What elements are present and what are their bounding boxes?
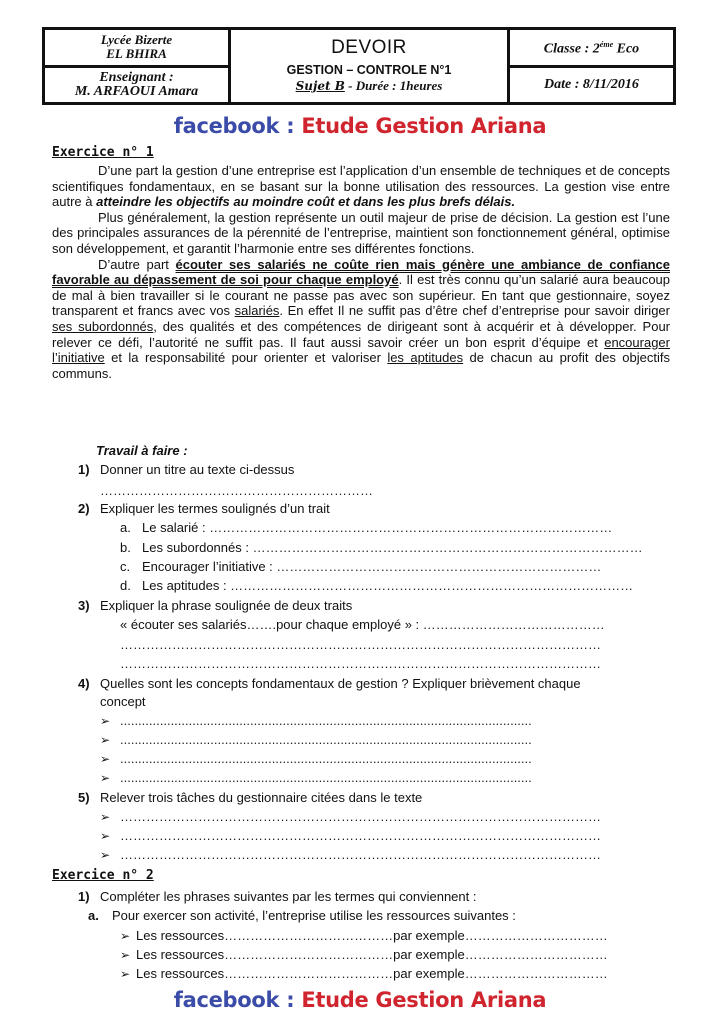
answer-dots[interactable]: ………………………………………………………………………………………………… bbox=[120, 809, 601, 824]
bullet-5c bbox=[100, 847, 601, 863]
question-number: 3) bbox=[78, 598, 90, 613]
row-label: Les ressources bbox=[136, 947, 225, 962]
item-letter: d. bbox=[120, 578, 131, 593]
p3-text-c: . En effet Il ne suffit pas d’être chef d’entreprise pour savoir diriger bbox=[279, 303, 670, 319]
duration: - Durée : 1heures bbox=[344, 78, 443, 93]
question-text: Compléter les phrases suivantes par les termes qui conviennent : bbox=[100, 889, 477, 904]
item-label: Les subordonnés : bbox=[142, 540, 253, 555]
question-3-quote bbox=[120, 617, 605, 633]
question-number: 4) bbox=[78, 676, 90, 691]
question-2 bbox=[78, 501, 330, 517]
p3-underlined-aptitudes: les aptitudes bbox=[387, 350, 464, 366]
question-2d bbox=[120, 578, 633, 594]
banner-name: Etude Gestion Ariana bbox=[301, 114, 547, 138]
answer-dots[interactable]: ………………………………………………………………………………………………… bbox=[120, 847, 601, 862]
resource-row-1 bbox=[120, 928, 608, 944]
answer-dots-resource[interactable]: ………………………………… bbox=[224, 947, 394, 962]
arrow-bullet-icon: ➢ bbox=[100, 714, 111, 728]
facebook-banner-top bbox=[0, 114, 720, 138]
document-subtitle: GESTION – CONTROLE N°1 bbox=[286, 63, 452, 77]
question-3 bbox=[78, 598, 352, 614]
p3-underlined-salaries: salariés bbox=[234, 303, 280, 319]
document-title: DEVOIR bbox=[331, 37, 407, 58]
paragraph-2 bbox=[52, 210, 670, 257]
class-prefix: Classe : 2 bbox=[543, 41, 600, 57]
answer-dots[interactable]: ……………………………………………………………………………… bbox=[252, 540, 643, 555]
row-label: Les ressources bbox=[136, 966, 225, 981]
bullet-5a bbox=[100, 809, 601, 825]
item-letter: a. bbox=[120, 520, 131, 535]
subject-label: Sujet B bbox=[295, 79, 345, 93]
item-label: Encourager l’initiative : bbox=[142, 559, 277, 574]
question-1 bbox=[78, 462, 294, 478]
quote-text: « écouter ses salariés…….pour chaque employé » : bbox=[120, 617, 423, 632]
question-2b bbox=[120, 540, 643, 556]
resource-row-2 bbox=[120, 947, 608, 963]
header-right-column bbox=[510, 30, 673, 102]
bullet-4d bbox=[100, 770, 532, 786]
answer-dots[interactable]: ………………………………………………………………………………………………… bbox=[120, 828, 601, 843]
date-cell bbox=[510, 68, 673, 103]
subject-line bbox=[296, 78, 443, 94]
answer-dots[interactable]: .................................................................................................................. bbox=[120, 751, 532, 766]
p3-underlined-initiative: encourager l’initiative bbox=[52, 334, 670, 366]
date-label: Date : 8/11/2016 bbox=[544, 76, 639, 92]
p1-emphasis: atteindre les objectifs au moindre coût et dans les plus brefs délais. bbox=[96, 194, 516, 210]
class-cell bbox=[510, 30, 673, 68]
banner-prefix: facebook : bbox=[173, 988, 302, 1012]
resource-row-3 bbox=[120, 966, 608, 982]
arrow-bullet-icon: ➢ bbox=[100, 810, 111, 824]
school-location: EL BHIRA bbox=[106, 46, 167, 62]
class-suffix: Eco bbox=[613, 41, 640, 57]
work-title: Travail à faire : bbox=[96, 443, 188, 458]
bullet-4b bbox=[100, 732, 532, 748]
row-mid: par exemple bbox=[393, 966, 465, 981]
exercise1-text bbox=[52, 163, 670, 381]
p3-text-a: D’autre part bbox=[98, 256, 176, 272]
arrow-bullet-icon: ➢ bbox=[100, 752, 111, 766]
item-letter: b. bbox=[120, 540, 131, 555]
header-center-column bbox=[231, 30, 510, 102]
p1-text: D’une part la gestion d’une entreprise est l’application d’un ensemble de techniques et de concepts scientifiques fondamentaux, en se basant sur la bonne utilisation des ressources. La gestion vise entre autre à bbox=[52, 163, 670, 210]
question-text: Expliquer la phrase soulignée de deux traits bbox=[100, 598, 353, 613]
p3-text-f: de chacun au profit des objectifs communs. bbox=[52, 350, 670, 381]
arrow-bullet-icon: ➢ bbox=[120, 967, 131, 981]
question-number: 1) bbox=[78, 462, 90, 477]
banner-name: Etude Gestion Ariana bbox=[301, 988, 547, 1012]
answer-dots[interactable]: …………………………………… bbox=[422, 617, 605, 632]
question-text: Expliquer les termes soulignés d’un trait bbox=[100, 501, 330, 516]
bullet-4c bbox=[100, 751, 532, 767]
question-5 bbox=[78, 790, 422, 806]
bullet-4a bbox=[100, 713, 532, 729]
answer-dots[interactable]: ………………………………………………………………………………… bbox=[209, 520, 613, 535]
answer-dots-example[interactable]: …………………………… bbox=[464, 947, 608, 962]
class-label bbox=[544, 38, 639, 57]
header-left-column bbox=[45, 30, 231, 102]
question-2a bbox=[120, 520, 612, 536]
class-sup: éme bbox=[599, 39, 614, 49]
answer-dots[interactable]: .................................................................................................................. bbox=[120, 770, 532, 785]
p3-text-e: et la responsabilité pour orienter et valoriser bbox=[104, 350, 388, 366]
answer-dots[interactable]: ………………………………………………………………………………… bbox=[230, 578, 634, 593]
school-cell bbox=[45, 30, 228, 68]
paragraph-3 bbox=[52, 257, 670, 382]
question-2c bbox=[120, 559, 601, 575]
question-number: 5) bbox=[78, 790, 90, 805]
paragraph-1 bbox=[52, 163, 670, 210]
teacher-cell bbox=[45, 68, 228, 103]
answer-dots[interactable]: .................................................................................................................. bbox=[120, 713, 532, 728]
question-4-cont: concept bbox=[100, 694, 146, 709]
answer-line-3a[interactable]: ………………………………………………………………………………………………… bbox=[120, 637, 601, 652]
teacher-label: Enseignant : bbox=[99, 69, 174, 85]
p3-underlined-subordonnes: ses subordonnés bbox=[52, 318, 154, 334]
item-label: Le salarié : bbox=[142, 520, 210, 535]
banner-prefix: facebook : bbox=[173, 114, 302, 138]
teacher-name: M. ARFAOUI Amara bbox=[74, 83, 199, 99]
p3-text-d: , des qualités et des compétences de dirigeant sont à acquérir et à développer. Pour relever ce défi, l’autorité ne suffit pas. Il faut aussi savoir créer un bon esprit d’équipe et bbox=[52, 318, 671, 350]
question-number: 2) bbox=[78, 501, 90, 516]
item-letter: c. bbox=[120, 559, 131, 574]
ex2-question-1 bbox=[78, 889, 476, 905]
ex2-question-1a bbox=[88, 908, 516, 924]
question-text: Relever trois tâches du gestionnaire citées dans le texte bbox=[100, 790, 423, 805]
question-4 bbox=[78, 676, 581, 692]
school-name: Lycée Bizerte bbox=[100, 32, 173, 48]
row-label: Les ressources bbox=[136, 928, 225, 943]
row-mid: par exemple bbox=[393, 928, 465, 943]
arrow-bullet-icon: ➢ bbox=[120, 929, 131, 943]
p3-double-underlined: écouter ses salariés ne coûte rien mais génère une ambiance de confiance favorable au dépassement de soi pour chaque employé bbox=[52, 256, 670, 288]
p2-text: Plus généralement, la gestion représente un outil majeur de prise de décision. La gestion est l’une des principales assurances de la pérennité de l’entreprise, maintient son fonctionnement général, optimise son développement, et garantit l’harmonie entre ses différentes fonctions. bbox=[52, 209, 670, 256]
question-number: 1) bbox=[78, 889, 90, 904]
facebook-banner-bottom bbox=[0, 988, 720, 1012]
answer-dots-example[interactable]: …………………………… bbox=[464, 966, 608, 981]
exercise2-title: Exercice n° 2 bbox=[52, 868, 154, 883]
item-label: Les aptitudes : bbox=[142, 578, 231, 593]
arrow-bullet-icon: ➢ bbox=[100, 848, 111, 862]
answer-dots[interactable]: .................................................................................................................. bbox=[120, 732, 532, 747]
answer-line-1[interactable]: ……………………………………………………… bbox=[100, 483, 373, 498]
question-text: Quelles sont les concepts fondamentaux de gestion ? Expliquer brièvement chaque bbox=[100, 676, 581, 691]
question-text: Pour exercer son activité, l’entreprise utilise les ressources suivantes : bbox=[112, 908, 516, 923]
answer-dots-resource[interactable]: ………………………………… bbox=[224, 928, 394, 943]
arrow-bullet-icon: ➢ bbox=[120, 948, 131, 962]
header-box bbox=[42, 27, 676, 105]
answer-dots-example[interactable]: …………………………… bbox=[464, 928, 608, 943]
answer-dots[interactable]: ………………………………………………………………… bbox=[276, 559, 602, 574]
answer-dots-resource[interactable]: ………………………………… bbox=[224, 966, 394, 981]
arrow-bullet-icon: ➢ bbox=[100, 771, 111, 785]
bullet-5b bbox=[100, 828, 601, 844]
p3-text-b: . Il est très connu qu’un salarié aura beaucoup de mal à bien travailler si le courant ne passe pas avec son supérieur. En tant que gestionnaire, soyez transparent et francs avec vos bbox=[52, 272, 671, 319]
exercise1-title: Exercice n° 1 bbox=[52, 145, 154, 160]
answer-line-3b[interactable]: ………………………………………………………………………………………………… bbox=[120, 656, 601, 671]
arrow-bullet-icon: ➢ bbox=[100, 829, 111, 843]
arrow-bullet-icon: ➢ bbox=[100, 733, 111, 747]
question-text: Donner un titre au texte ci-dessus bbox=[100, 462, 295, 477]
row-mid: par exemple bbox=[393, 947, 465, 962]
item-letter: a. bbox=[88, 908, 99, 923]
